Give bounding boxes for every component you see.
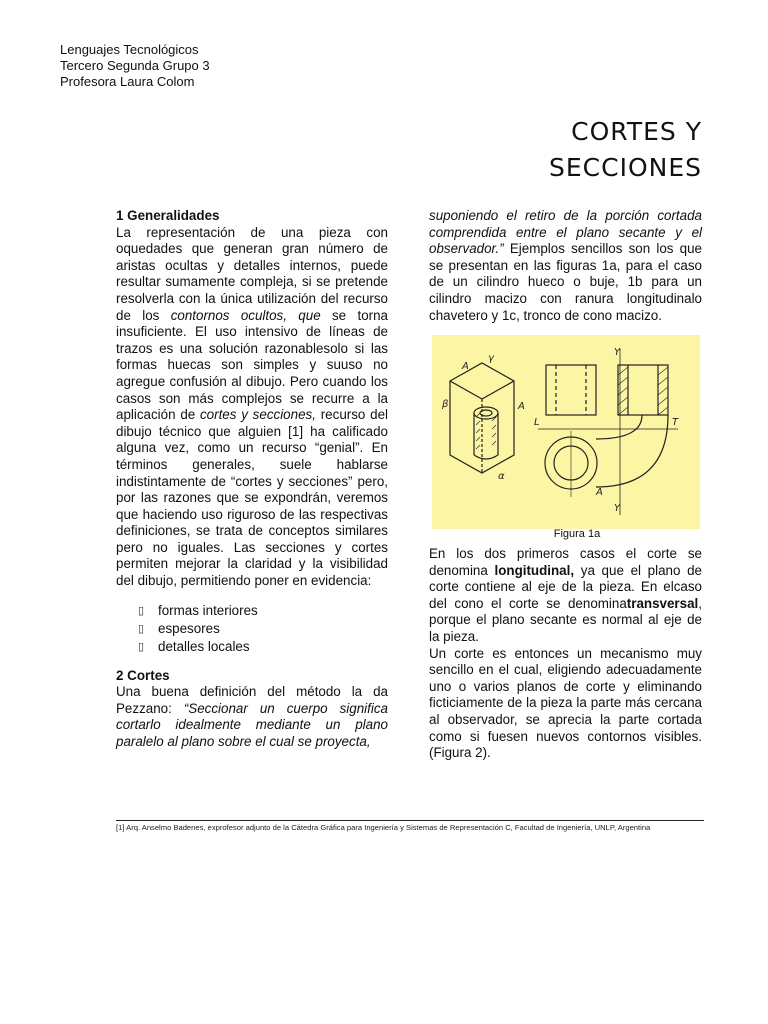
hatch (618, 387, 628, 395)
section-2-heading: 2 Cortes (116, 667, 170, 683)
bullet-icon: ▯ (138, 604, 145, 617)
label-t: T (672, 417, 679, 428)
right-column-top (429, 208, 702, 324)
quote-continuation: suponiendo el retiro de la porción cortada comprendida entre el plano secante y el observador.” (429, 208, 702, 257)
right-paragraph-2 (429, 546, 702, 646)
hatch (658, 407, 668, 415)
header-course: Lenguajes Tecnológicos (60, 42, 199, 57)
bullet-icon: ▯ (138, 640, 145, 653)
right-paragraph-3: Un corte es entonces un mecanismo muy sencillo en el cual, eligiendo adecuadamente uno o varios planos de corte y eliminando ficticiamente de la pieza la parte más cercana al observador, se aprecia la parte cortada como si fuesen nuevos contornos visibles. (Figura 2). (429, 645, 702, 761)
left-column (116, 208, 388, 751)
right-column-bottom (429, 546, 702, 762)
figure-caption: Figura 1a (553, 528, 601, 540)
bullet-text: espesores (158, 620, 220, 636)
header-teacher: Profesora Laura Colom (60, 74, 195, 89)
list-item (138, 638, 388, 656)
document-header (60, 42, 210, 90)
hatch (618, 377, 628, 385)
label-a: A (462, 361, 469, 372)
title-line-1: CORTES Y (571, 117, 702, 146)
title-line-2: SECCIONES (549, 153, 702, 182)
header-group: Tercero Segunda Grupo 3 (60, 58, 210, 73)
hatch (618, 367, 628, 375)
hatch (658, 377, 668, 385)
figure-1a-image (432, 335, 700, 529)
hatch (618, 407, 628, 415)
term-longitudinal: longitudinal, (494, 562, 575, 578)
right-text-2e: , porque el plano secante es normal al eje de la pieza. (429, 595, 702, 644)
projection-arc (596, 415, 668, 487)
label-a: A (596, 487, 603, 498)
bullet-text: detalles locales (158, 638, 250, 654)
projection-arc (596, 415, 642, 439)
s1-italic-b: cortes y secciones, (199, 407, 316, 423)
label-y: Y (614, 503, 621, 514)
hatch (658, 397, 668, 405)
hatch (658, 387, 668, 395)
s2-quote: “Seccionar un cuerpo significa cortarlo idealmente mediante un plano paralelo al plano sobre el cual se proyecta, (116, 700, 388, 750)
iso-edge (482, 381, 514, 399)
label-gamma: γ (488, 353, 494, 364)
label-y: Y (614, 347, 621, 358)
hatch (476, 445, 480, 449)
front-view (546, 365, 596, 415)
hatch (492, 425, 496, 429)
right-text-1: Ejemplos sencillos son los que se presentan en las figuras 1a, para el caso de un cilindro hueco o buje, 1b para un cilindro macizo con ranura longitudinalo chavetero y 1c, tronco de cono macizo. (429, 241, 702, 323)
label-l: L (534, 417, 540, 428)
right-paragraph-1 (429, 208, 702, 324)
technical-drawing (432, 335, 700, 529)
hatch (492, 433, 496, 437)
hatch (476, 413, 480, 417)
iso-edge (450, 381, 482, 399)
bullet-list (116, 602, 388, 656)
bullet-text: formas interiores (158, 602, 258, 618)
footnote-divider (116, 820, 704, 821)
label-a: A (518, 401, 525, 412)
section-view (618, 365, 668, 415)
s1-text-c: recurso del dibujo técnico que alguien [1] ha calificado alguna vez, como un recurso “genial”. En términos generales, suele hablarse indistintamente de “cortes y secciones” pero, por las razones que se expondrán, veremos que haciendo uso riguroso de las respectivas definiciones, se trata de conceptos similares pero no iguales. Las secciones y cortes permiten mejorar la claridad y la visibilidad del dibujo, permitiendo poner en evidencia: (116, 407, 389, 589)
right-text-2c: ya que el plano de corte contiene al eje de la pieza. En elcaso del cono el corte se denomina (429, 562, 702, 611)
right-text-2a: En los dos primeros casos el corte se denomina (429, 546, 702, 578)
bullet-icon: ▯ (138, 622, 145, 635)
s1-text-a: La representación de una pieza con oquedades que generan gran número de aristas ocultas y detalles internos, puede resultar sumamente compleja, si se pretende resolverla con la única utilización del recurso de los (116, 224, 388, 323)
hatch (476, 421, 480, 425)
hatch (492, 441, 496, 445)
hatch (476, 429, 480, 433)
cyl-hole (480, 410, 492, 416)
list-item (138, 620, 388, 638)
label-beta: β (442, 399, 449, 410)
cyl-bottom (474, 455, 498, 459)
section-2-paragraph (116, 684, 388, 750)
label-alpha: α (498, 471, 505, 482)
footnote: [1] Arq. Anselmo Badenes, exprofesor adjunto de la Cátedra Gráfica para Ingeniería y Sistemas de Representación C, Facultad de Ingeniería, UNLP, Argentina (116, 823, 651, 832)
section-1-heading: 1 Generalidades (116, 208, 220, 223)
cyl-top (474, 407, 498, 419)
hatch (618, 397, 628, 405)
term-transversal: transversal (626, 595, 699, 611)
hatch (658, 367, 668, 375)
list-item (138, 602, 388, 620)
section-1-paragraph (116, 225, 388, 590)
page-title (549, 114, 702, 186)
s2-text: Una buena definición del método la da Pezzano: (116, 684, 388, 716)
s1-text-b: se torna insuficiente. El uso intensivo de líneas de trazos es una solución razonablesolo si las formas huecas son simples y suuso no agregue confusión al dibujo. Pero cuando los casos son más complejos se recurre a la aplicación de (116, 307, 388, 423)
s1-italic-a: contornos ocultos, que (170, 307, 321, 323)
hatch (476, 437, 480, 441)
